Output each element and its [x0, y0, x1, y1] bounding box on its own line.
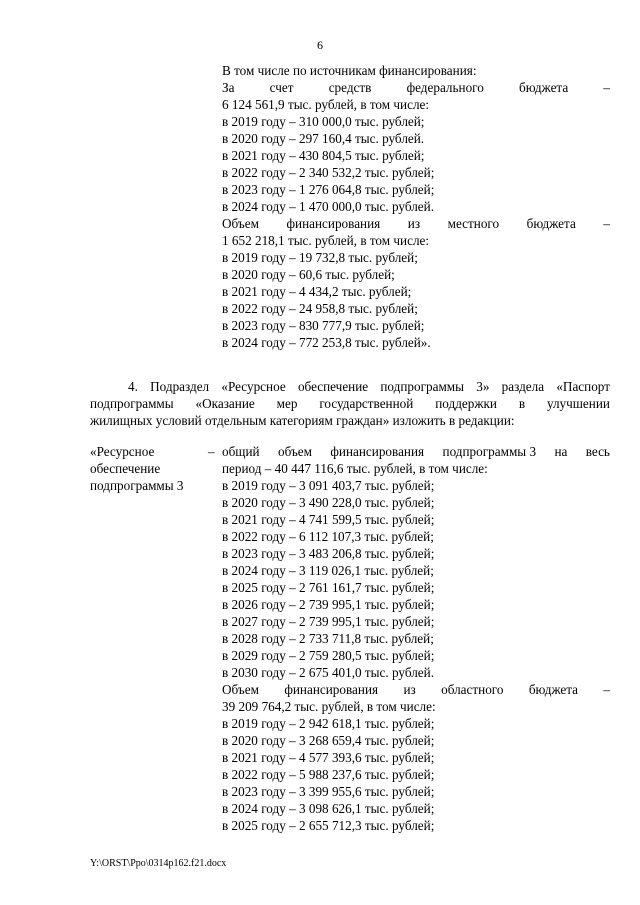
word: из	[407, 216, 421, 231]
local-year-item: в 2024 году – 772 253,8 тыс. рублей».	[222, 335, 431, 350]
word: государственной	[319, 396, 414, 411]
word: финансирования	[284, 682, 379, 697]
word: мер	[276, 396, 298, 411]
word: –	[603, 80, 610, 95]
federal-budget-total: 6 124 561,9 тыс. рублей, в том числе:	[222, 97, 430, 112]
local-budget-line	[222, 215, 610, 232]
federal-year-item: в 2022 году – 2 340 532,2 тыс. рублей;	[222, 165, 435, 180]
regional-budget-total: 39 209 764,2 тыс. рублей, в том числе:	[222, 699, 436, 714]
footer-file-path: Y:\ORST\Ppo\0314p162.f21.docx	[90, 858, 227, 869]
federal-year-item: в 2023 году – 1 276 064,8 тыс. рублей;	[222, 182, 435, 197]
regional-year-item: в 2021 году – 4 577 393,6 тыс. рублей;	[222, 750, 435, 765]
resource-label-line: «Ресурсное	[90, 444, 155, 459]
word: федерального	[406, 80, 484, 95]
word: –	[603, 682, 610, 697]
word: бюджета	[526, 216, 576, 231]
word: финансирования	[286, 216, 381, 231]
local-year-item: в 2023 году – 830 777,9 тыс. рублей;	[222, 318, 425, 333]
federal-year-item: в 2020 году – 297 160,4 тыс. рублей.	[222, 131, 425, 146]
word: подпрограммы	[380, 379, 465, 394]
word: раздела	[501, 379, 545, 394]
sources-heading: В том числе по источникам финансирования:	[222, 63, 477, 78]
word: Объем	[222, 216, 259, 231]
federal-year-item: в 2019 году – 310 000,0 тыс. рублей;	[222, 114, 425, 129]
word: финансирования	[330, 444, 425, 459]
word: бюджета	[519, 80, 569, 95]
word: объем	[277, 444, 312, 459]
word: «Паспорт	[556, 379, 610, 394]
total-year-item: в 2023 году – 3 483 206,8 тыс. рублей;	[222, 546, 435, 561]
word: общий	[222, 444, 260, 459]
paragraph-4-line-3: жилищных условий отдельным категориям граждан» изложить в редакции:	[90, 413, 515, 428]
word: подпрограммы	[90, 396, 174, 411]
federal-budget-line	[222, 79, 610, 96]
total-year-item: в 2026 году – 2 739 995,1 тыс. рублей;	[222, 597, 435, 612]
federal-year-item: в 2021 году – 430 804,5 тыс. рублей;	[222, 148, 425, 163]
word: из	[403, 682, 416, 697]
total-year-item: в 2027 году – 2 739 995,1 тыс. рублей;	[222, 614, 435, 629]
word: 3»	[476, 379, 490, 394]
word: 4.	[128, 379, 138, 394]
total-year-item: в 2029 году – 2 759 280,5 тыс. рублей;	[222, 648, 435, 663]
word: весь	[585, 444, 610, 459]
word: –	[603, 216, 610, 231]
total-year-item: в 2022 году – 6 112 107,3 тыс. рублей;	[222, 529, 434, 544]
word: средств	[328, 80, 372, 95]
word: Подраздел	[150, 379, 210, 394]
total-financing-period: период – 40 447 116,6 тыс. рублей, в том числе:	[222, 461, 488, 476]
word: улучшении	[546, 396, 610, 411]
paragraph-4-line-1	[128, 378, 610, 395]
resource-label-line: подпрограммы 3	[90, 478, 184, 493]
paragraph-4-line-2	[90, 395, 610, 412]
regional-year-item: в 2023 году – 3 399 955,6 тыс. рублей;	[222, 784, 435, 799]
regional-year-item: в 2019 году – 2 942 618,1 тыс. рублей;	[222, 716, 435, 731]
total-year-item: в 2024 году – 3 119 026,1 тыс. рублей;	[222, 563, 434, 578]
total-year-item: в 2030 году – 2 675 401,0 тыс. рублей.	[222, 665, 434, 680]
word: местного	[447, 216, 500, 231]
total-year-item: в 2021 году – 4 741 599,5 тыс. рублей;	[222, 512, 435, 527]
federal-year-item: в 2024 году – 1 470 000,0 тыс. рублей.	[222, 199, 434, 214]
word: За	[222, 80, 235, 95]
regional-year-item: в 2025 году – 2 655 712,3 тыс. рублей;	[222, 818, 435, 833]
page-number: 6	[317, 38, 323, 52]
word: «Оказание	[195, 396, 255, 411]
local-year-item: в 2021 году – 4 434,2 тыс. рублей;	[222, 284, 412, 299]
total-year-item: в 2025 году – 2 761 161,7 тыс. рублей;	[222, 580, 435, 595]
local-budget-total: 1 652 218,1 тыс. рублей, в том числе:	[222, 233, 430, 248]
word: счет	[269, 80, 294, 95]
regional-year-item: в 2020 году – 3 268 659,4 тыс. рублей;	[222, 733, 435, 748]
word: подпрограммы 3	[442, 444, 537, 459]
regional-budget-line	[222, 681, 610, 698]
local-year-item: в 2019 году – 19 732,8 тыс. рублей;	[222, 250, 418, 265]
resource-label-line: обеспечение	[90, 461, 161, 476]
word: бюджета	[528, 682, 579, 697]
word: «Ресурсное	[221, 379, 286, 394]
regional-year-item: в 2024 году – 3 098 626,1 тыс. рублей;	[222, 801, 435, 816]
total-year-item: в 2028 году – 2 733 711,8 тыс. рублей;	[222, 631, 434, 646]
local-year-item: в 2022 году – 24 958,8 тыс. рублей;	[222, 301, 418, 316]
regional-year-item: в 2022 году – 5 988 237,6 тыс. рублей;	[222, 767, 435, 782]
local-year-item: в 2020 году – 60,6 тыс. рублей;	[222, 267, 395, 282]
label-dash: –	[208, 444, 215, 459]
word: Объем	[222, 682, 259, 697]
word: поддержки	[435, 396, 497, 411]
word: областного	[441, 682, 504, 697]
total-year-item: в 2019 году – 3 091 403,7 тыс. рублей;	[222, 478, 435, 493]
word: в	[518, 396, 526, 411]
total-year-item: в 2020 году – 3 490 228,0 тыс. рублей;	[222, 495, 435, 510]
word: на	[554, 444, 568, 459]
word: обеспечение	[297, 379, 369, 394]
total-financing-line	[222, 443, 610, 460]
